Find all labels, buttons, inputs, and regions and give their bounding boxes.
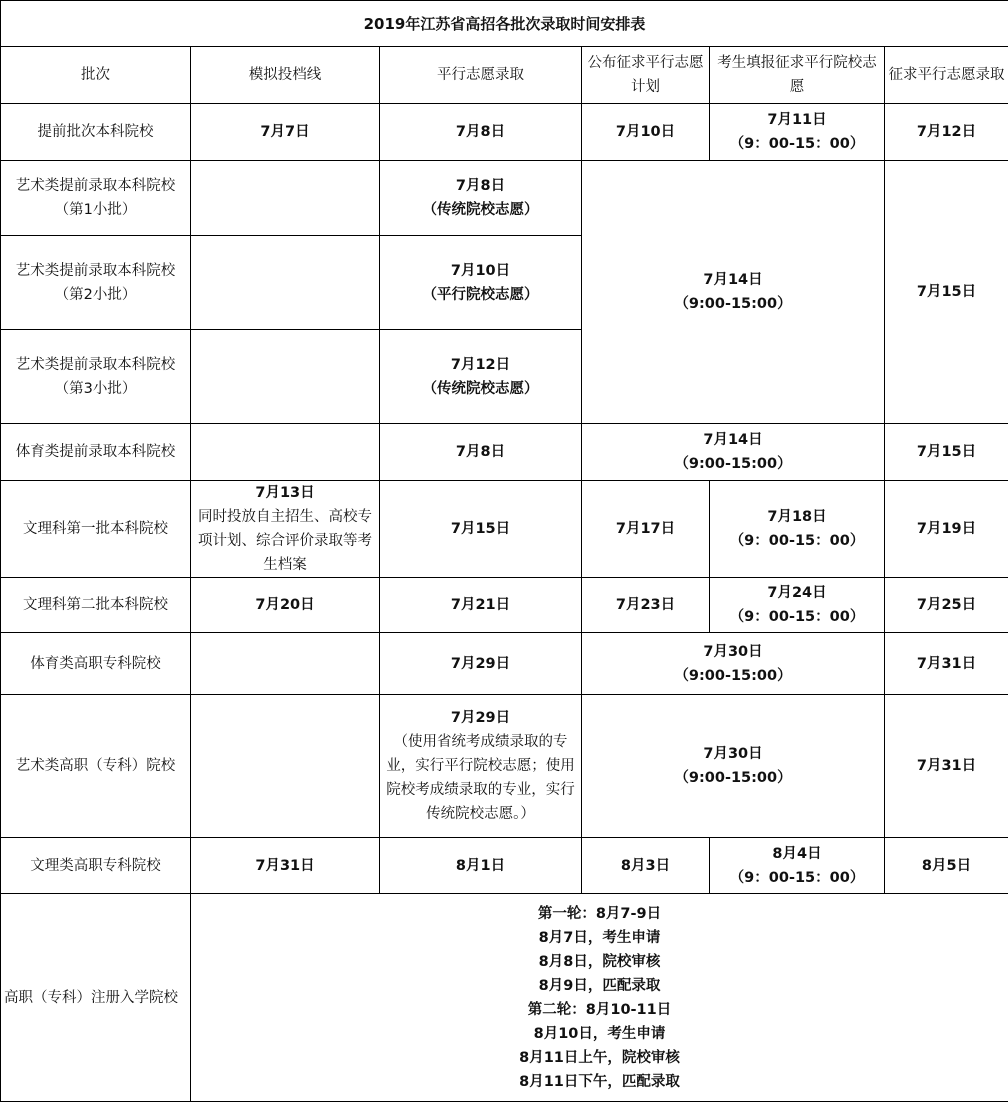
parallel-date: 7月8日: [383, 174, 578, 198]
mock-note: 同时投放自主招生、高校专项计划、综合评价录取等考生档案: [194, 505, 376, 577]
header-mock-line: 模拟投档线: [191, 47, 380, 104]
batch-label: 艺术类提前录取本科院校: [4, 353, 187, 377]
fill-time: （9：00-15：00）: [713, 605, 881, 629]
parallel-cell: [380, 330, 582, 424]
merged-date: 7月14日: [585, 428, 881, 452]
merged-time: （9:00-15:00）: [585, 452, 881, 476]
batch-cell: 体育类高职专科院校: [1, 633, 191, 695]
parallel-cell: 7月21日: [380, 578, 582, 633]
parallel-date: 7月29日: [383, 706, 578, 730]
schedule-line: 8月10日，考生申请: [194, 1022, 1005, 1046]
parallel-cell: 7月29日: [380, 633, 582, 695]
batch-cell: 文理科第一批本科院校: [1, 481, 191, 578]
schedule-line: 第一轮：8月7-9日: [194, 902, 1005, 926]
parallel-cell: 7月8日: [380, 104, 582, 161]
schedule-line: 第二轮：8月10-11日: [194, 998, 1005, 1022]
art-solicit-cell: 7月15日: [885, 161, 1008, 424]
mock-line-cell: 7月20日: [191, 578, 380, 633]
schedule-line: 8月7日，考生申请: [194, 926, 1005, 950]
merged-time: （9:00-15:00）: [585, 664, 881, 688]
header-publish-plan: 公布征求平行志愿计划: [582, 47, 710, 104]
parallel-cell: [380, 236, 582, 330]
publish-plan-cell: 7月17日: [582, 481, 710, 578]
parallel-note: （使用省统考成绩录取的专业，实行平行院校志愿；使用院校考成绩录取的专业，实行传统院校志愿。）: [383, 730, 578, 826]
merged-time: （9:00-15:00）: [585, 292, 881, 316]
fill-date: 7月11日: [713, 108, 881, 132]
fill-time: （9：00-15：00）: [713, 529, 881, 553]
fill-solicit-cell: [710, 104, 885, 161]
parallel-note: （传统院校志愿）: [383, 198, 578, 222]
batch-cell: 提前批次本科院校: [1, 104, 191, 161]
solicit-admission-cell: 7月19日: [885, 481, 1008, 578]
batch-sub-label: （第1小批）: [4, 198, 187, 222]
parallel-cell: 7月8日: [380, 424, 582, 481]
fill-date: 7月18日: [713, 505, 881, 529]
table-row: [1, 894, 1008, 1102]
batch-cell: 体育类提前录取本科院校: [1, 424, 191, 481]
mock-line-cell: [191, 695, 380, 838]
batch-cell: 艺术类高职（专科）院校: [1, 695, 191, 838]
fill-solicit-cell: [710, 481, 885, 578]
mock-date: 7月13日: [194, 481, 376, 505]
fill-date: 8月4日: [713, 842, 881, 866]
solicit-admission-cell: 7月31日: [885, 633, 1008, 695]
schedule-line: 8月11日上午，院校审核: [194, 1046, 1005, 1070]
schedule-line: 8月11日下午，匹配录取: [194, 1070, 1005, 1094]
batch-sub-label: （第2小批）: [4, 283, 187, 307]
fill-solicit-cell: [710, 578, 885, 633]
batch-label: 艺术类提前录取本科院校: [4, 174, 187, 198]
schedule-line: 8月9日，匹配录取: [194, 974, 1005, 998]
fill-time: （9：00-15：00）: [713, 132, 881, 156]
publish-plan-cell: 7月23日: [582, 578, 710, 633]
schedule-line: 8月8日，院校审核: [194, 950, 1005, 974]
fill-time: （9：00-15：00）: [713, 866, 881, 890]
parallel-cell: [380, 161, 582, 236]
table-row: [1, 578, 1008, 633]
title-row: [1, 1, 1008, 47]
merged-time: （9:00-15:00）: [585, 766, 881, 790]
mock-line-cell: 7月7日: [191, 104, 380, 161]
batch-cell: 文理类高职专科院校: [1, 838, 191, 894]
header-row: [1, 47, 1008, 104]
mock-line-cell: [191, 236, 380, 330]
mock-line-cell: [191, 424, 380, 481]
merged-cell: [582, 633, 885, 695]
header-fill-solicit: 考生填报征求平行院校志愿: [710, 47, 885, 104]
table-row: [1, 104, 1008, 161]
publish-plan-cell: 7月10日: [582, 104, 710, 161]
solicit-admission-cell: 7月25日: [885, 578, 1008, 633]
mock-line-cell: [191, 633, 380, 695]
registration-schedule-cell: [191, 894, 1008, 1102]
batch-cell: [1, 161, 191, 236]
batch-cell: [1, 330, 191, 424]
fill-solicit-cell: [710, 838, 885, 894]
parallel-cell: 7月15日: [380, 481, 582, 578]
table-row: [1, 424, 1008, 481]
table-row: [1, 161, 1008, 236]
batch-cell: [1, 236, 191, 330]
art-merged-cell: [582, 161, 885, 424]
parallel-date: 7月12日: [383, 353, 578, 377]
solicit-admission-cell: 7月31日: [885, 695, 1008, 838]
table-title: 2019年江苏省高招各批次录取时间安排表: [1, 1, 1008, 47]
batch-sub-label: （第3小批）: [4, 377, 187, 401]
parallel-cell: 8月1日: [380, 838, 582, 894]
table-row: [1, 481, 1008, 578]
merged-cell: [582, 695, 885, 838]
batch-cell: 高职（专科）注册入学院校: [1, 894, 191, 1102]
merged-cell: [582, 424, 885, 481]
mock-line-cell: [191, 330, 380, 424]
batch-cell: 文理科第二批本科院校: [1, 578, 191, 633]
header-batch: 批次: [1, 47, 191, 104]
batch-label: 艺术类提前录取本科院校: [4, 259, 187, 283]
solicit-admission-cell: 7月12日: [885, 104, 1008, 161]
mock-line-cell: [191, 481, 380, 578]
solicit-admission-cell: 7月15日: [885, 424, 1008, 481]
parallel-cell: [380, 695, 582, 838]
merged-date: 7月30日: [585, 742, 881, 766]
table-row: [1, 633, 1008, 695]
merged-date: 7月30日: [585, 640, 881, 664]
table-row: [1, 838, 1008, 894]
merged-date: 7月14日: [585, 268, 881, 292]
mock-line-cell: 7月31日: [191, 838, 380, 894]
parallel-note: （传统院校志愿）: [383, 377, 578, 401]
parallel-date: 7月10日: [383, 259, 578, 283]
mock-line-cell: [191, 161, 380, 236]
solicit-admission-cell: 8月5日: [885, 838, 1008, 894]
publish-plan-cell: 8月3日: [582, 838, 710, 894]
header-solicit-admission: 征求平行志愿录取: [885, 47, 1008, 104]
fill-date: 7月24日: [713, 581, 881, 605]
header-parallel: 平行志愿录取: [380, 47, 582, 104]
table-row: [1, 695, 1008, 838]
parallel-note: （平行院校志愿）: [383, 283, 578, 307]
